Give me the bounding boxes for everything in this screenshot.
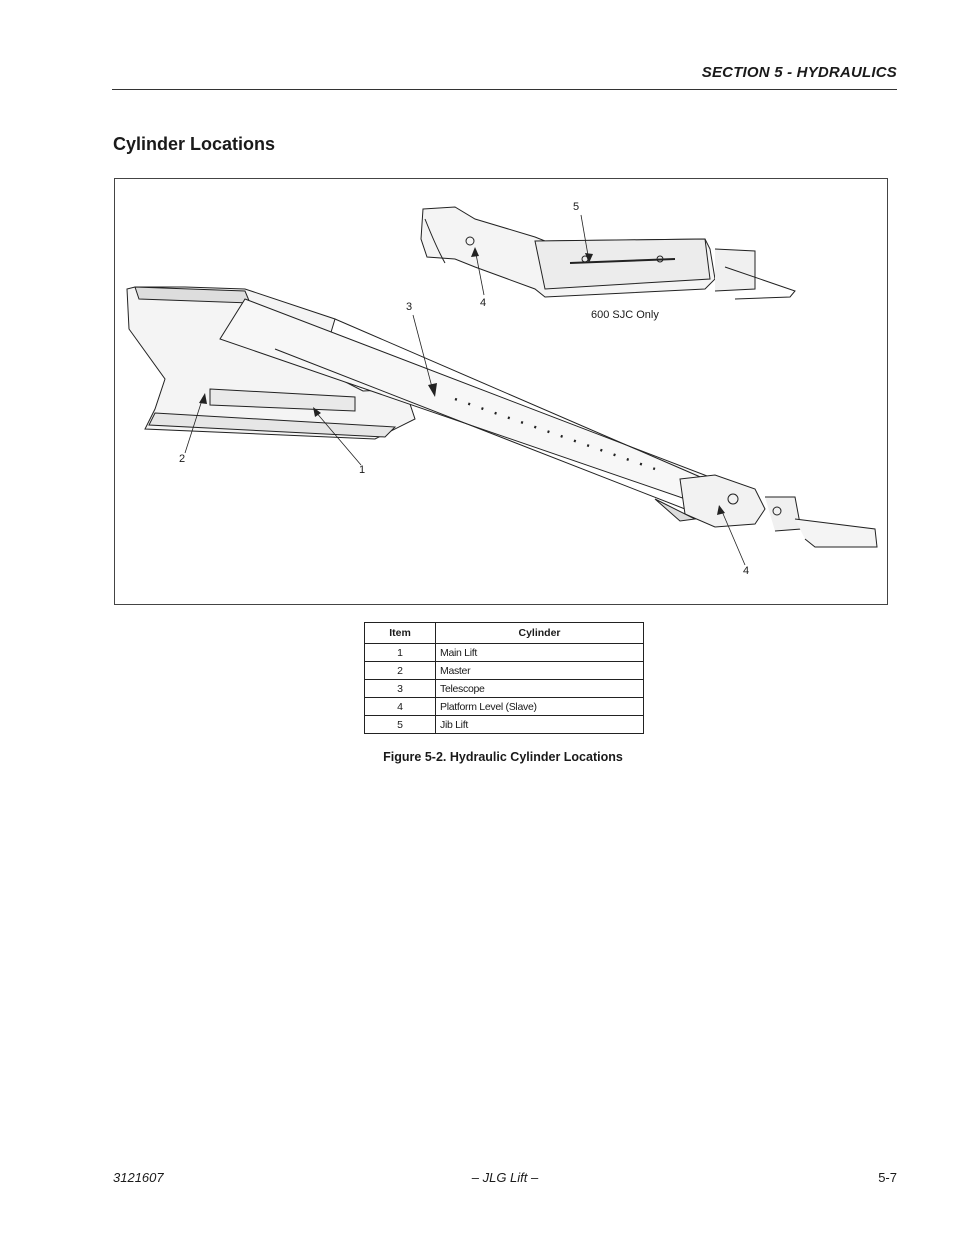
callout-2: 2	[179, 453, 186, 465]
header-rule	[112, 89, 897, 90]
section-title: Cylinder Locations	[113, 134, 276, 154]
section-header: SECTION 5 - HYDRAULICS	[701, 64, 897, 81]
row-cylinder: Telescope	[436, 680, 644, 698]
row-item: 4	[365, 698, 436, 716]
table-row	[365, 698, 644, 716]
table-row	[365, 716, 644, 734]
row-item: 2	[365, 662, 436, 680]
figure-note: 600 SJC Only	[591, 309, 659, 321]
row-cylinder: Master	[436, 662, 644, 680]
cylinder-table	[364, 622, 644, 734]
row-item: 3	[365, 680, 436, 698]
callout-5: 5	[573, 201, 580, 213]
row-cylinder: Jib Lift	[436, 716, 644, 734]
footer-page-number: 5-7	[878, 1170, 897, 1185]
footer-center-text: – JLG Lift –	[471, 1170, 539, 1185]
figure-caption: Figure 5-2. Hydraulic Cylinder Locations	[383, 750, 623, 764]
table-header-row	[365, 623, 644, 644]
row-cylinder: Platform Level (Slave)	[436, 698, 644, 716]
callout-1: 1	[359, 464, 366, 476]
row-item: 1	[365, 644, 436, 662]
boom-illustration	[115, 179, 889, 606]
table-row	[365, 662, 644, 680]
table-row	[365, 644, 644, 662]
callout-3: 3	[406, 301, 413, 313]
row-item: 5	[365, 716, 436, 734]
footer-doc-number: 3121607	[113, 1170, 164, 1185]
figure-frame	[114, 178, 888, 605]
row-cylinder: Main Lift	[436, 644, 644, 662]
table-row	[365, 680, 644, 698]
callout-4-jib: 4	[480, 297, 487, 309]
header-cylinder: Cylinder	[436, 623, 644, 644]
callout-4-platform: 4	[743, 565, 750, 577]
header-item: Item	[365, 623, 436, 644]
